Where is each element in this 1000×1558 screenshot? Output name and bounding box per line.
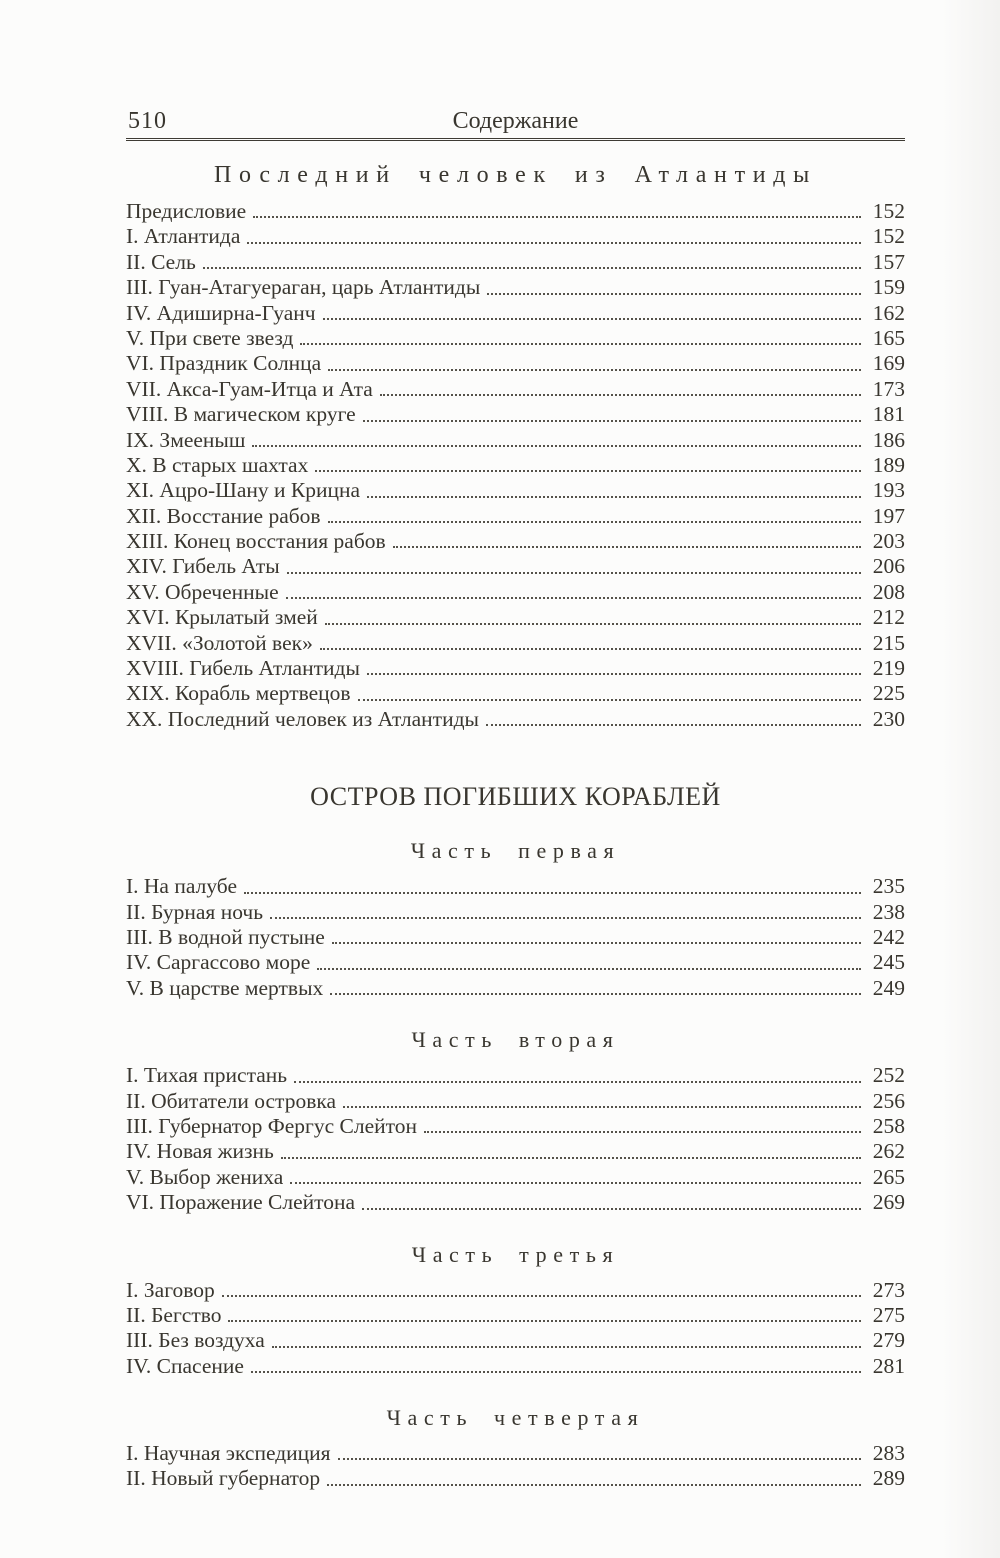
toc-entry-page: 279 [872,1328,905,1353]
toc-entry-label: II. Новый губернатор [126,1466,321,1491]
toc-entry-label: II. Обитатели островка [126,1088,337,1113]
toc-book2-parts [126,838,905,1492]
toc-entry-label: I. Заговор [126,1277,215,1302]
toc-entry [126,1278,905,1303]
toc-entry [126,504,905,529]
toc-entry-page: 265 [872,1164,905,1189]
toc-entry-label: XVII. «Золотой век» [126,630,313,655]
toc-entry-page: 281 [872,1353,905,1378]
toc-list-part [126,1063,905,1215]
toc-entry [126,1303,905,1328]
toc-entry-label: II. Бегство [126,1302,222,1327]
toc-dot-leader [363,420,861,422]
part-heading: Часть четвертая [386,1405,645,1431]
toc-dot-leader [270,917,861,919]
toc-dot-leader [332,942,861,944]
toc-entry-page: 225 [872,681,905,706]
toc-dot-leader [281,1157,861,1159]
toc-entry-label: III. В водной пустыне [126,924,325,949]
toc-dot-leader [253,216,861,218]
toc-entry [126,605,905,630]
toc-entry [126,656,905,681]
toc-entry-page: 242 [872,924,905,949]
scan-edge-shadow [942,0,1000,1558]
toc-entry-page: 173 [872,376,905,401]
toc-entry-page: 219 [872,656,905,681]
running-head [126,0,905,138]
header-rule [126,138,905,141]
toc-dot-leader [222,1295,861,1297]
toc-entry [126,554,905,579]
toc-entry-page: 262 [872,1139,905,1164]
toc-entry-label: I. Атлантида [126,224,241,249]
toc-entry [126,580,905,605]
toc-entry [126,1441,905,1466]
toc-entry-page: 235 [872,874,905,899]
toc-entry [126,1114,905,1139]
toc-entry [126,529,905,554]
toc-entry-label: IV. Новая жизнь [126,1139,274,1164]
toc-dot-leader [367,673,861,675]
toc-list-part [126,874,905,1001]
toc-entry-label: XVI. Крылатый змей [126,605,318,630]
toc-dot-leader [330,993,861,995]
toc-dot-leader [286,597,861,599]
toc-dot-leader [325,623,861,625]
toc-entry-page: 275 [872,1302,905,1327]
toc-entry [126,976,905,1001]
toc-entry-page: 169 [872,351,905,376]
toc-dot-leader [287,572,861,574]
toc-entry [126,224,905,249]
toc-entry-label: X. В старых шахтах [126,452,309,477]
toc-entry-page: 258 [872,1113,905,1138]
part-heading: Часть первая [410,838,621,864]
toc-entry-label: XIV. Гибель Аты [126,554,280,579]
toc-entry [126,275,905,300]
toc-dot-leader [290,1182,861,1184]
toc-dot-leader [203,267,861,269]
toc-entry-page: 256 [872,1088,905,1113]
toc-entry-label: XI. Ацро-Шану и Крицна [126,478,361,503]
toc-entry [126,301,905,326]
toc-list-part [126,1278,905,1380]
toc-dot-leader [315,470,861,472]
toc-entry-label: III. Гуан-Атагуераган, царь Атлантиды [126,275,481,300]
toc-dot-leader [362,1208,861,1210]
toc-entry-page: 152 [872,199,905,223]
toc-entry-page: 212 [872,605,905,630]
toc-list-book1 [126,199,905,732]
toc-entry-page: 165 [872,325,905,350]
toc-entry-label: II. Бурная ночь [126,899,264,924]
toc-entry-page: 283 [872,1441,905,1466]
folio-page-number: 510 [128,108,167,134]
toc-entry-label: I. На палубе [126,874,237,899]
toc-entry-label: III. Губернатор Фергус Слейтон [126,1113,417,1138]
toc-entry [126,1328,905,1353]
toc-dot-leader [367,496,861,498]
toc-entry [126,1063,905,1088]
part-heading: Часть вторая [411,1027,620,1053]
toc-dot-leader [327,1484,861,1486]
running-head-title: Содержание [452,108,579,134]
toc-entry-label: I. Научная экспедиция [126,1441,331,1466]
toc-entry [126,351,905,376]
toc-dot-leader [424,1131,861,1133]
toc-entry [126,1089,905,1114]
toc-dot-leader [247,242,861,244]
toc-entry-page: 269 [872,1190,905,1215]
toc-entry-page: 208 [872,579,905,604]
toc-entry-page: 152 [872,224,905,249]
toc-entry-label: IX. Змееныш [126,427,246,452]
toc-entry [126,1466,905,1491]
toc-entry [126,950,905,975]
toc-entry-page: 193 [872,478,905,503]
toc-dot-leader [252,445,861,447]
toc-dot-leader [272,1346,861,1348]
toc-entry [126,199,905,224]
toc-dot-leader [487,293,861,295]
toc-entry-page: 215 [872,630,905,655]
toc-entry-label: IV. Адиширна-Гуанч [126,300,316,325]
toc-dot-leader [328,521,861,523]
toc-entry [126,631,905,656]
book1-title: Последний человек из Атлантиды [214,162,817,188]
toc-entry-label: V. Выбор жениха [126,1164,284,1189]
toc-dot-leader [300,343,861,345]
toc-entry [126,874,905,899]
toc-dot-leader [486,724,861,726]
toc-entry-label: XIII. Конец восстания рабов [126,529,386,554]
toc-entry-label: II. Сель [126,249,196,274]
toc-entry-page: 186 [872,427,905,452]
toc-entry-label: VIII. В магическом круге [126,402,356,427]
toc-entry-label: VII. Акса-Гуам-Итца и Ата [126,376,373,401]
toc-entry-page: 162 [872,300,905,325]
book2-title: ОСТРОВ ПОГИБШИХ КОРАБЛЕЙ [310,782,721,812]
toc-entry [126,707,905,732]
toc-entry-label: V. В царстве мертвых [126,975,324,1000]
toc-entry-page: 157 [872,249,905,274]
toc-entry-page: 238 [872,899,905,924]
toc-entry-label: XII. Восстание рабов [126,503,321,528]
toc-entry-page: 230 [872,706,905,731]
toc-entry [126,1190,905,1215]
toc-entry [126,1165,905,1190]
toc-entry [126,326,905,351]
toc-entry [126,453,905,478]
toc-entry-label: XX. Последний человек из Атлантиды [126,706,479,731]
toc-dot-leader [323,318,861,320]
toc-entry-label: V. При свете звезд [126,325,294,350]
toc-dot-leader [251,1371,861,1373]
toc-dot-leader [320,648,861,650]
toc-entry-page: 197 [872,503,905,528]
toc-entry-page: 189 [872,452,905,477]
toc-entry [126,402,905,427]
toc-dot-leader [380,394,861,396]
toc-entry [126,250,905,275]
toc-entry-page: 245 [872,950,905,975]
toc-list-part [126,1441,905,1492]
toc-dot-leader [358,699,861,701]
toc-entry-label: IV. Саргассово море [126,950,311,975]
part-heading: Часть третья [411,1241,620,1267]
toc-entry-label: XVIII. Гибель Атлантиды [126,656,360,681]
toc-entry-page: 206 [872,554,905,579]
toc-entry [126,925,905,950]
toc-entry-label: XV. Обреченные [126,579,279,604]
toc-entry-label: IV. Спасение [126,1353,244,1378]
toc-dot-leader [393,546,861,548]
toc-entry [126,900,905,925]
toc-dot-leader [294,1081,861,1083]
toc-dot-leader [328,369,861,371]
toc-entry [126,478,905,503]
toc-dot-leader [317,968,861,970]
toc-dot-leader [228,1320,861,1322]
toc-entry [126,428,905,453]
toc-entry [126,377,905,402]
toc-entry-page: 181 [872,402,905,427]
toc-entry-page: 289 [872,1466,905,1491]
toc-entry [126,681,905,706]
toc-dot-leader [244,892,861,894]
toc-entry-page: 252 [872,1063,905,1088]
toc-entry-page: 273 [872,1277,905,1302]
toc-entry-page: 159 [872,275,905,300]
toc-entry-label: XIX. Корабль мертвецов [126,681,351,706]
toc-entry-page: 203 [872,529,905,554]
toc-dot-leader [338,1458,861,1460]
toc-entry-label: VI. Поражение Слейтона [126,1190,356,1215]
toc-entry [126,1139,905,1164]
toc-entry-label: Предисловие [126,199,247,223]
toc-entry [126,1354,905,1379]
toc-entry-page: 249 [872,975,905,1000]
toc-entry-label: VI. Праздник Солнца [126,351,322,376]
toc-entry-label: III. Без воздуха [126,1328,265,1353]
toc-entry-label: I. Тихая пристань [126,1063,288,1088]
toc-dot-leader [343,1106,861,1108]
